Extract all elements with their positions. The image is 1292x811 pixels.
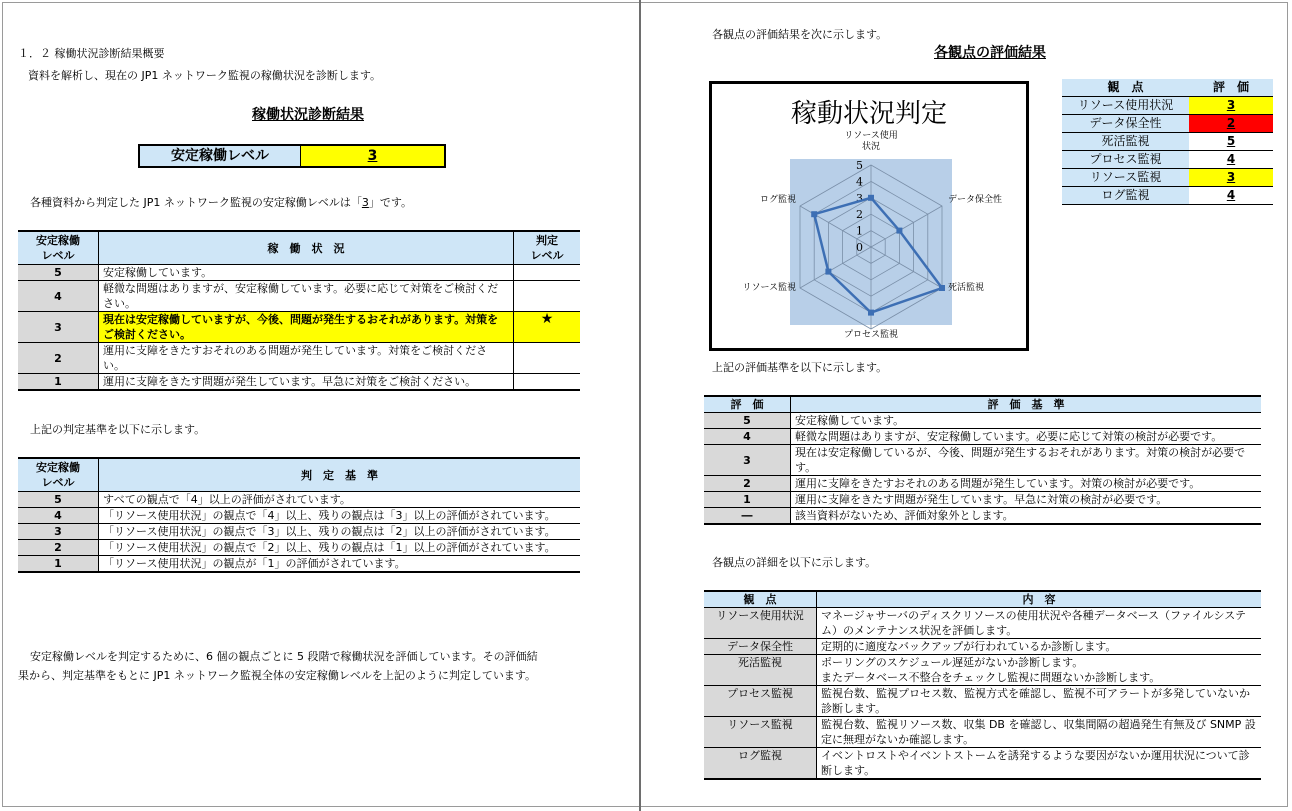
level-table-header-cell: 判定 レベル [514, 231, 581, 265]
left-criteria-row [18, 508, 580, 524]
detail-table-row [704, 639, 1261, 655]
score-level-cell: ― [704, 508, 791, 525]
category-label: 死活監視 [948, 283, 985, 293]
score-table-header-cell: 観 点 [1062, 79, 1189, 97]
stable-level-box [138, 144, 446, 168]
right-criteria-table [704, 395, 1261, 525]
criteria-cell: 「リソース使用状況」の観点が「1」の評価がされています。 [99, 556, 581, 573]
level-table-row [18, 312, 580, 343]
detail-table-row [704, 717, 1261, 748]
viewpoint-cell: データ保全性 [1062, 115, 1189, 133]
detail-viewpoint-cell: プロセス監視 [704, 686, 817, 717]
detail-table [704, 590, 1261, 780]
tick-label: 5 [856, 159, 863, 172]
detail-content-cell: 監視台数、監視プロセス数、監視方式を確認し、監視不可アラートが多発していないか診断します。 [817, 686, 1262, 717]
data-point [896, 228, 902, 234]
score-criteria-cell: 安定稼働しています。 [791, 413, 1262, 429]
detail-viewpoint-cell: 死活監視 [704, 655, 817, 686]
viewpoint-cell: リソース使用状況 [1062, 97, 1189, 115]
data-point [939, 285, 945, 291]
score-level-cell: 1 [704, 492, 791, 508]
right-criteria-row [704, 429, 1261, 445]
radar-chart-frame [709, 81, 1029, 351]
right-criteria-row [704, 445, 1261, 476]
detail-viewpoint-cell: ログ監視 [704, 748, 817, 780]
detail-content-cell: マネージャサーバのディスクリソースの使用状況や各種データベース（ファイルシステム）のメンテナンス状況を評価します。 [817, 608, 1262, 639]
data-point [825, 269, 831, 275]
level-table [18, 230, 580, 391]
score-level-cell: 5 [704, 413, 791, 429]
criteria-cell: 「リソース使用状況」の観点で「2」以上、残りの観点は「1」以上の評価がされています。 [99, 540, 581, 556]
score-criteria-cell: 現在は安定稼働しているが、今後、問題が発生するおそれがあります。対策の検討が必要です。 [791, 445, 1262, 476]
right-criteria-row [704, 492, 1261, 508]
viewpoint-cell: プロセス監視 [1062, 151, 1189, 169]
judge-sentence: 各種資料から判定した JP1 ネットワーク監視の安定稼働レベルは「3」です。 [30, 196, 412, 209]
stable-level-label: 安定稼働レベル [140, 146, 301, 166]
level-table-row [18, 343, 580, 374]
status-cell: 安定稼働しています。 [99, 265, 514, 281]
category-label: リソース使用状況 [844, 131, 898, 152]
score-table-row [1062, 169, 1273, 187]
score-cell [1189, 169, 1273, 187]
level-cell: 4 [18, 508, 99, 524]
category-label: データ保全性 [948, 195, 1003, 205]
detail-viewpoint-cell: リソース使用状況 [704, 608, 817, 639]
detail-content-cell: イベントロストやイベントストームを誘発するような要因がないか運用状況について診断します。 [817, 748, 1262, 780]
level-cell: 2 [18, 540, 99, 556]
judge-mark-cell [514, 343, 581, 374]
level-cell: 1 [18, 556, 99, 573]
score-value: 3 [1226, 98, 1236, 112]
level-cell: 5 [18, 265, 99, 281]
tick-label: 4 [856, 175, 863, 189]
radar-chart [712, 84, 1026, 348]
data-point [868, 310, 874, 316]
level-table-row [18, 374, 580, 391]
level-cell: 1 [18, 374, 99, 391]
judge-mark-cell [514, 374, 581, 391]
level-cell: 4 [18, 281, 99, 312]
level-table-header [18, 231, 580, 265]
detail-table-header-cell: 観 点 [704, 591, 817, 608]
section-heading: １．２ 稼働状況診断結果概要 [18, 47, 165, 60]
score-cell [1189, 151, 1273, 169]
chart-title: 稼動状況判定 [790, 99, 948, 129]
tick-label: 0 [856, 241, 863, 254]
score-level-cell: 2 [704, 476, 791, 492]
score-table-row [1062, 133, 1273, 151]
left-criteria-header [18, 458, 580, 492]
left-criteria-row [18, 524, 580, 540]
score-table-row [1062, 187, 1273, 205]
viewpoint-cell: リソース監視 [1062, 169, 1189, 187]
level-table-row [18, 265, 580, 281]
right-intro: 各観点の評価結果を次に示します。 [712, 28, 888, 41]
detail-content-cell: ポーリングのスケジュール遅延がないか診断します。 またデータベース不整合をチェックし監視に問題ないか診断します。 [817, 655, 1262, 686]
criteria-cell: すべての観点で「4」以上の評価がされています。 [99, 492, 581, 508]
detail-table-row [704, 608, 1261, 639]
judge-mark-cell: ★ [514, 312, 581, 343]
detail-table-header-cell: 内 容 [817, 591, 1262, 608]
data-point [868, 195, 874, 201]
score-value: 4 [1226, 188, 1236, 202]
status-cell: 運用に支障をきたすおそれのある問題が発生しています。対策をご検討ください。 [99, 343, 514, 374]
level-table-row [18, 281, 580, 312]
result-title: 稼働状況診断結果 [252, 107, 364, 123]
tick-label: 3 [856, 191, 863, 205]
score-value: 2 [1226, 116, 1236, 130]
left-criteria-intro: 上記の判定基準を以下に示します。 [30, 423, 206, 436]
score-table-row [1062, 115, 1273, 133]
stable-level-value: 3 [301, 146, 444, 166]
right-criteria-row [704, 476, 1261, 492]
category-label: プロセス監視 [843, 330, 899, 340]
closing-line-1: 安定稼働レベルを判定するために、6 個の観点ごとに 5 段階で稼働状況を評価しています。その評価結 [30, 650, 538, 663]
page-divider [639, 0, 641, 811]
score-table-header-cell: 評 価 [1189, 79, 1273, 97]
judge-mark-cell [514, 281, 581, 312]
score-criteria-cell: 運用に支障をきたすおそれのある問題が発生しています。対策の検討が必要です。 [791, 476, 1262, 492]
level-table-header-cell: 稼 働 状 況 [99, 231, 514, 265]
level-cell: 5 [18, 492, 99, 508]
right-criteria-row [704, 508, 1261, 525]
score-criteria-cell: 軽微な問題はありますが、安定稼働しています。必要に応じて対策の検討が必要です。 [791, 429, 1262, 445]
data-point [811, 211, 817, 217]
level-table-header-cell: 安定稼働 レベル [18, 231, 99, 265]
detail-viewpoint-cell: データ保全性 [704, 639, 817, 655]
detail-table-row [704, 655, 1261, 686]
criteria-cell: 「リソース使用状況」の観点で「3」以上、残りの観点は「2」以上の評価がされています。 [99, 524, 581, 540]
left-intro: 資料を解析し、現在の JP1 ネットワーク監視の稼働状況を診断します。 [28, 69, 381, 82]
detail-content-cell: 定期的に適度なバックアップが行われているか診断します。 [817, 639, 1262, 655]
score-value: 4 [1226, 152, 1236, 166]
detail-intro: 各観点の詳細を以下に示します。 [712, 556, 877, 569]
score-value: 5 [1226, 134, 1236, 148]
right-criteria-intro: 上記の評価基準を以下に示します。 [712, 361, 888, 374]
right-criteria-row [704, 413, 1261, 429]
score-table-row [1062, 151, 1273, 169]
level-cell: 3 [18, 312, 99, 343]
status-cell: 現在は安定稼働していますが、今後、問題が発生するおそれがあります。対策をご検討ください。 [99, 312, 514, 343]
closing-line-2: 果から、判定基準をもとに JP1 ネットワーク監視全体の安定稼働レベルを上記のように判定しています。 [18, 669, 536, 682]
viewpoint-cell: 死活監視 [1062, 133, 1189, 151]
score-table-header [1062, 79, 1273, 97]
viewpoint-cell: ログ監視 [1062, 187, 1189, 205]
score-table [1062, 79, 1273, 205]
score-cell [1189, 133, 1273, 151]
tick-label: 2 [856, 208, 863, 222]
right-criteria-header-cell: 評 価 基 準 [791, 396, 1262, 413]
category-label: リソース監視 [742, 283, 796, 293]
score-cell [1189, 187, 1273, 205]
detail-viewpoint-cell: リソース監視 [704, 717, 817, 748]
left-criteria-header-cell: 判 定 基 準 [99, 458, 581, 492]
tick-label: 1 [856, 224, 863, 238]
score-cell [1189, 115, 1273, 133]
detail-table-row [704, 686, 1261, 717]
left-criteria-table [18, 457, 580, 573]
detail-table-row [704, 748, 1261, 780]
right-criteria-header-cell: 評 価 [704, 396, 791, 413]
eval-title: 各観点の評価結果 [934, 45, 1046, 61]
detail-content-cell: 監視台数、監視リソース数、収集 DB を確認し、収集間隔の超過発生有無及び SNMP 設定に無理がないか確認します。 [817, 717, 1262, 748]
detail-table-header [704, 591, 1261, 608]
left-criteria-row [18, 540, 580, 556]
score-value: 3 [1226, 170, 1236, 184]
score-level-cell: 4 [704, 429, 791, 445]
judge-mark-cell [514, 265, 581, 281]
score-criteria-cell: 該当資料がないため、評価対象外とします。 [791, 508, 1262, 525]
status-cell: 軽微な問題はありますが、安定稼働しています。必要に応じて対策をご検討ください。 [99, 281, 514, 312]
score-cell [1189, 97, 1273, 115]
level-cell: 3 [18, 524, 99, 540]
status-cell: 運用に支障をきたす問題が発生しています。早急に対策をご検討ください。 [99, 374, 514, 391]
score-table-row [1062, 97, 1273, 115]
criteria-cell: 「リソース使用状況」の観点で「4」以上、残りの観点は「3」以上の評価がされています。 [99, 508, 581, 524]
left-criteria-row [18, 492, 580, 508]
left-criteria-header-cell: 安定稼働 レベル [18, 458, 99, 492]
right-criteria-header [704, 396, 1261, 413]
category-label: ログ監視 [759, 195, 796, 205]
level-cell: 2 [18, 343, 99, 374]
score-level-cell: 3 [704, 445, 791, 476]
score-criteria-cell: 運用に支障をきたす問題が発生しています。早急に対策の検討が必要です。 [791, 492, 1262, 508]
left-criteria-row [18, 556, 580, 573]
